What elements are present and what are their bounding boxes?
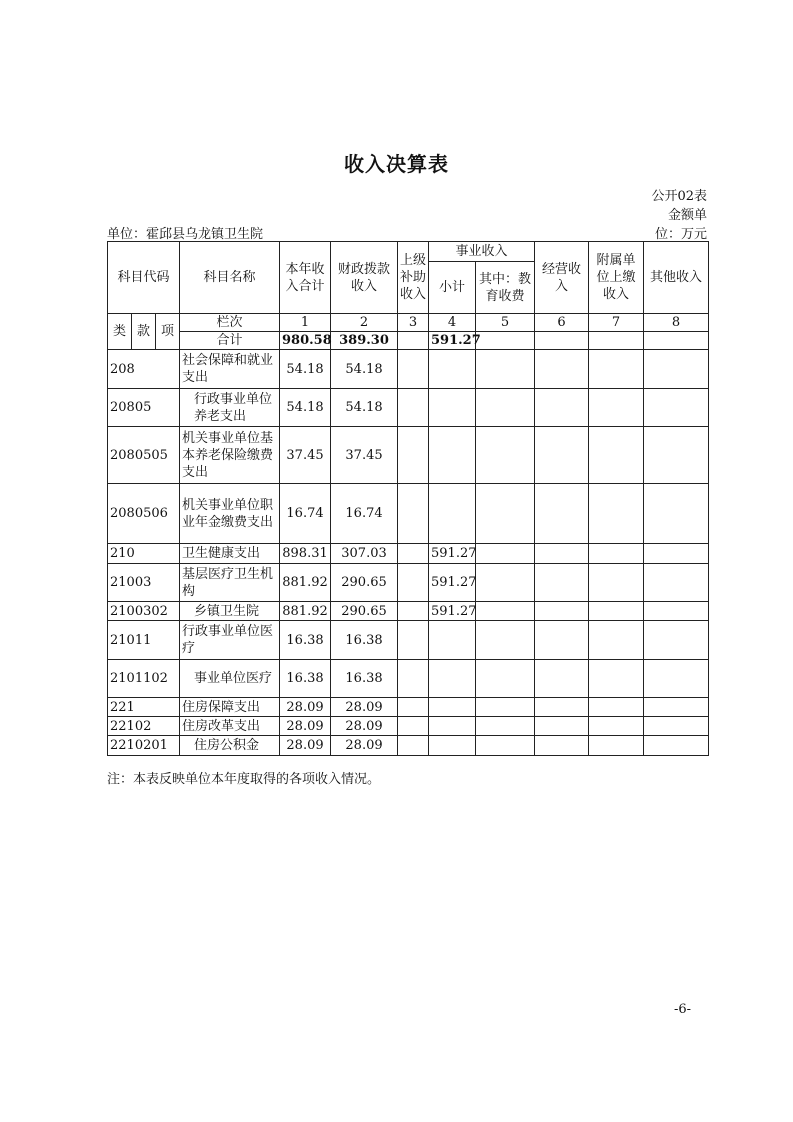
row-superior xyxy=(398,544,429,564)
table-row xyxy=(108,660,709,698)
header-other-income: 其他收入 xyxy=(644,242,709,314)
row-fiscal: 307.03 xyxy=(331,544,398,564)
table-row xyxy=(108,427,709,484)
table-row xyxy=(108,736,709,756)
row-affiliated xyxy=(589,564,644,602)
col-num-8: 8 xyxy=(644,314,709,332)
row-superior xyxy=(398,621,429,660)
row-other xyxy=(644,427,709,484)
row-subtotal xyxy=(429,350,476,389)
row-other xyxy=(644,698,709,717)
row-name: 卫生健康支出 xyxy=(180,544,280,564)
row-other xyxy=(644,484,709,544)
row-total: 54.18 xyxy=(280,350,331,389)
row-other xyxy=(644,564,709,602)
header-affiliated-income: 附属单位上缴收入 xyxy=(589,242,644,314)
row-subtotal xyxy=(429,698,476,717)
row-other xyxy=(644,389,709,427)
row-affiliated xyxy=(589,484,644,544)
row-education xyxy=(476,660,535,698)
row-name: 行政事业单位医疗 xyxy=(180,621,280,660)
header-fiscal-appropriation: 财政拨款收入 xyxy=(331,242,398,314)
row-affiliated xyxy=(589,717,644,736)
header-row-1 xyxy=(108,242,709,262)
row-other xyxy=(644,602,709,621)
row-code: 2100302 xyxy=(108,602,180,621)
header-class: 类 xyxy=(108,314,132,350)
row-other xyxy=(644,621,709,660)
row-subtotal xyxy=(429,389,476,427)
row-education xyxy=(476,736,535,756)
row-education xyxy=(476,602,535,621)
table-row xyxy=(108,544,709,564)
total-fiscal-value: 389.30 xyxy=(331,332,398,350)
table-row xyxy=(108,350,709,389)
row-total: 16.74 xyxy=(280,484,331,544)
row-subtotal xyxy=(429,427,476,484)
row-education xyxy=(476,698,535,717)
row-code: 21003 xyxy=(108,564,180,602)
row-other xyxy=(644,544,709,564)
row-superior xyxy=(398,602,429,621)
col-num-5: 5 xyxy=(476,314,535,332)
row-education xyxy=(476,389,535,427)
total-other-value xyxy=(644,332,709,350)
total-affiliated-value xyxy=(589,332,644,350)
row-code: 20805 xyxy=(108,389,180,427)
row-fiscal: 16.38 xyxy=(331,660,398,698)
row-fiscal: 28.09 xyxy=(331,698,398,717)
row-superior xyxy=(398,736,429,756)
row-total: 881.92 xyxy=(280,564,331,602)
amount-unit-label: 金额单 xyxy=(667,208,707,223)
table-row xyxy=(108,389,709,427)
row-affiliated xyxy=(589,427,644,484)
row-total: 28.09 xyxy=(280,698,331,717)
row-affiliated xyxy=(589,544,644,564)
row-name: 乡镇卫生院 xyxy=(180,602,280,621)
row-fiscal: 16.38 xyxy=(331,621,398,660)
row-education xyxy=(476,484,535,544)
unit-measure: 位：万元 xyxy=(654,227,707,242)
table-row xyxy=(108,717,709,736)
col-num-3: 3 xyxy=(398,314,429,332)
income-table xyxy=(107,241,709,756)
row-total: 16.38 xyxy=(280,660,331,698)
row-superior xyxy=(398,427,429,484)
row-total: 28.09 xyxy=(280,736,331,756)
row-operating xyxy=(535,736,589,756)
row-operating xyxy=(535,350,589,389)
row-education xyxy=(476,621,535,660)
row-operating xyxy=(535,621,589,660)
row-subtotal xyxy=(429,736,476,756)
row-total: 898.31 xyxy=(280,544,331,564)
header-section: 款 xyxy=(132,314,156,350)
header-total-income: 本年收入合计 xyxy=(280,242,331,314)
page-title: 收入决算表 xyxy=(344,152,449,176)
row-superior xyxy=(398,660,429,698)
row-fiscal: 37.45 xyxy=(331,427,398,484)
header-subtotal: 小计 xyxy=(429,262,476,314)
row-subtotal: 591.27 xyxy=(429,544,476,564)
row-name: 机关事业单位职业年金缴费支出 xyxy=(180,484,280,544)
row-total: 881.92 xyxy=(280,602,331,621)
col-num-4: 4 xyxy=(429,314,476,332)
row-superior xyxy=(398,484,429,544)
row-subtotal xyxy=(429,717,476,736)
col-num-7: 7 xyxy=(589,314,644,332)
form-number: 公开02表 xyxy=(651,189,707,204)
table-note: 注：本表反映单位本年度取得的各项收入情况。 xyxy=(107,772,381,787)
row-name: 住房改革支出 xyxy=(180,717,280,736)
row-operating xyxy=(535,660,589,698)
row-affiliated xyxy=(589,621,644,660)
row-name: 事业单位医疗 xyxy=(180,660,280,698)
row-education xyxy=(476,717,535,736)
row-operating xyxy=(535,389,589,427)
row-affiliated xyxy=(589,350,644,389)
row-education xyxy=(476,544,535,564)
header-item: 项 xyxy=(156,314,180,350)
row-affiliated xyxy=(589,660,644,698)
table-row xyxy=(108,484,709,544)
header-education-fee: 其中：教育收费 xyxy=(476,262,535,314)
row-subtotal xyxy=(429,660,476,698)
row-name: 社会保障和就业支出 xyxy=(180,350,280,389)
row-education xyxy=(476,427,535,484)
row-superior xyxy=(398,717,429,736)
header-column-order: 栏次 xyxy=(180,314,280,332)
col-num-1: 1 xyxy=(280,314,331,332)
row-superior xyxy=(398,350,429,389)
row-name: 机关事业单位基本养老保险缴费支出 xyxy=(180,427,280,484)
row-total: 54.18 xyxy=(280,389,331,427)
row-fiscal: 28.09 xyxy=(331,717,398,736)
row-superior xyxy=(398,698,429,717)
row-operating xyxy=(535,602,589,621)
row-affiliated xyxy=(589,389,644,427)
total-row xyxy=(108,332,709,350)
row-total: 28.09 xyxy=(280,717,331,736)
row-fiscal: 290.65 xyxy=(331,564,398,602)
row-code: 2080505 xyxy=(108,427,180,484)
row-subtotal xyxy=(429,621,476,660)
row-operating xyxy=(535,564,589,602)
total-label: 合计 xyxy=(180,332,280,350)
total-superior-value xyxy=(398,332,429,350)
row-total: 37.45 xyxy=(280,427,331,484)
row-fiscal: 54.18 xyxy=(331,389,398,427)
row-superior xyxy=(398,389,429,427)
row-subtotal xyxy=(429,484,476,544)
row-fiscal: 290.65 xyxy=(331,602,398,621)
row-code: 22102 xyxy=(108,717,180,736)
column-order-row xyxy=(108,314,709,332)
row-operating xyxy=(535,484,589,544)
col-num-6: 6 xyxy=(535,314,589,332)
row-code: 21011 xyxy=(108,621,180,660)
row-affiliated xyxy=(589,698,644,717)
row-other xyxy=(644,717,709,736)
row-code: 2210201 xyxy=(108,736,180,756)
table-row xyxy=(108,602,709,621)
row-fiscal: 28.09 xyxy=(331,736,398,756)
row-total: 16.38 xyxy=(280,621,331,660)
row-affiliated xyxy=(589,736,644,756)
row-operating xyxy=(535,427,589,484)
row-subtotal: 591.27 xyxy=(429,564,476,602)
row-name: 行政事业单位养老支出 xyxy=(180,389,280,427)
col-num-2: 2 xyxy=(331,314,398,332)
row-operating xyxy=(535,717,589,736)
table-row xyxy=(108,698,709,717)
page-number: -6- xyxy=(673,1002,691,1017)
table-row xyxy=(108,564,709,602)
header-operating-income: 经营收入 xyxy=(535,242,589,314)
header-subject-code: 科目代码 xyxy=(108,242,180,314)
row-operating xyxy=(535,698,589,717)
row-other xyxy=(644,660,709,698)
row-name: 住房公积金 xyxy=(180,736,280,756)
total-education-value xyxy=(476,332,535,350)
unit-name: 单位：霍邱县乌龙镇卫生院 xyxy=(107,227,264,242)
row-code: 210 xyxy=(108,544,180,564)
row-code: 221 xyxy=(108,698,180,717)
total-subtotal-value: 591.27 xyxy=(429,332,476,350)
row-name: 基层医疗卫生机构 xyxy=(180,564,280,602)
row-fiscal: 54.18 xyxy=(331,350,398,389)
row-other xyxy=(644,350,709,389)
row-fiscal: 16.74 xyxy=(331,484,398,544)
row-code: 2080506 xyxy=(108,484,180,544)
total-operating-value xyxy=(535,332,589,350)
row-education xyxy=(476,350,535,389)
row-affiliated xyxy=(589,602,644,621)
table-row xyxy=(108,621,709,660)
row-name: 住房保障支出 xyxy=(180,698,280,717)
header-subject-name: 科目名称 xyxy=(180,242,280,314)
row-code: 2101102 xyxy=(108,660,180,698)
header-superior-subsidy: 上级补助收入 xyxy=(398,242,429,314)
header-business-income: 事业收入 xyxy=(429,242,535,262)
row-subtotal: 591.27 xyxy=(429,602,476,621)
row-code: 208 xyxy=(108,350,180,389)
row-other xyxy=(644,736,709,756)
row-education xyxy=(476,564,535,602)
row-superior xyxy=(398,564,429,602)
total-income-value: 980.58 xyxy=(280,332,331,350)
row-operating xyxy=(535,544,589,564)
